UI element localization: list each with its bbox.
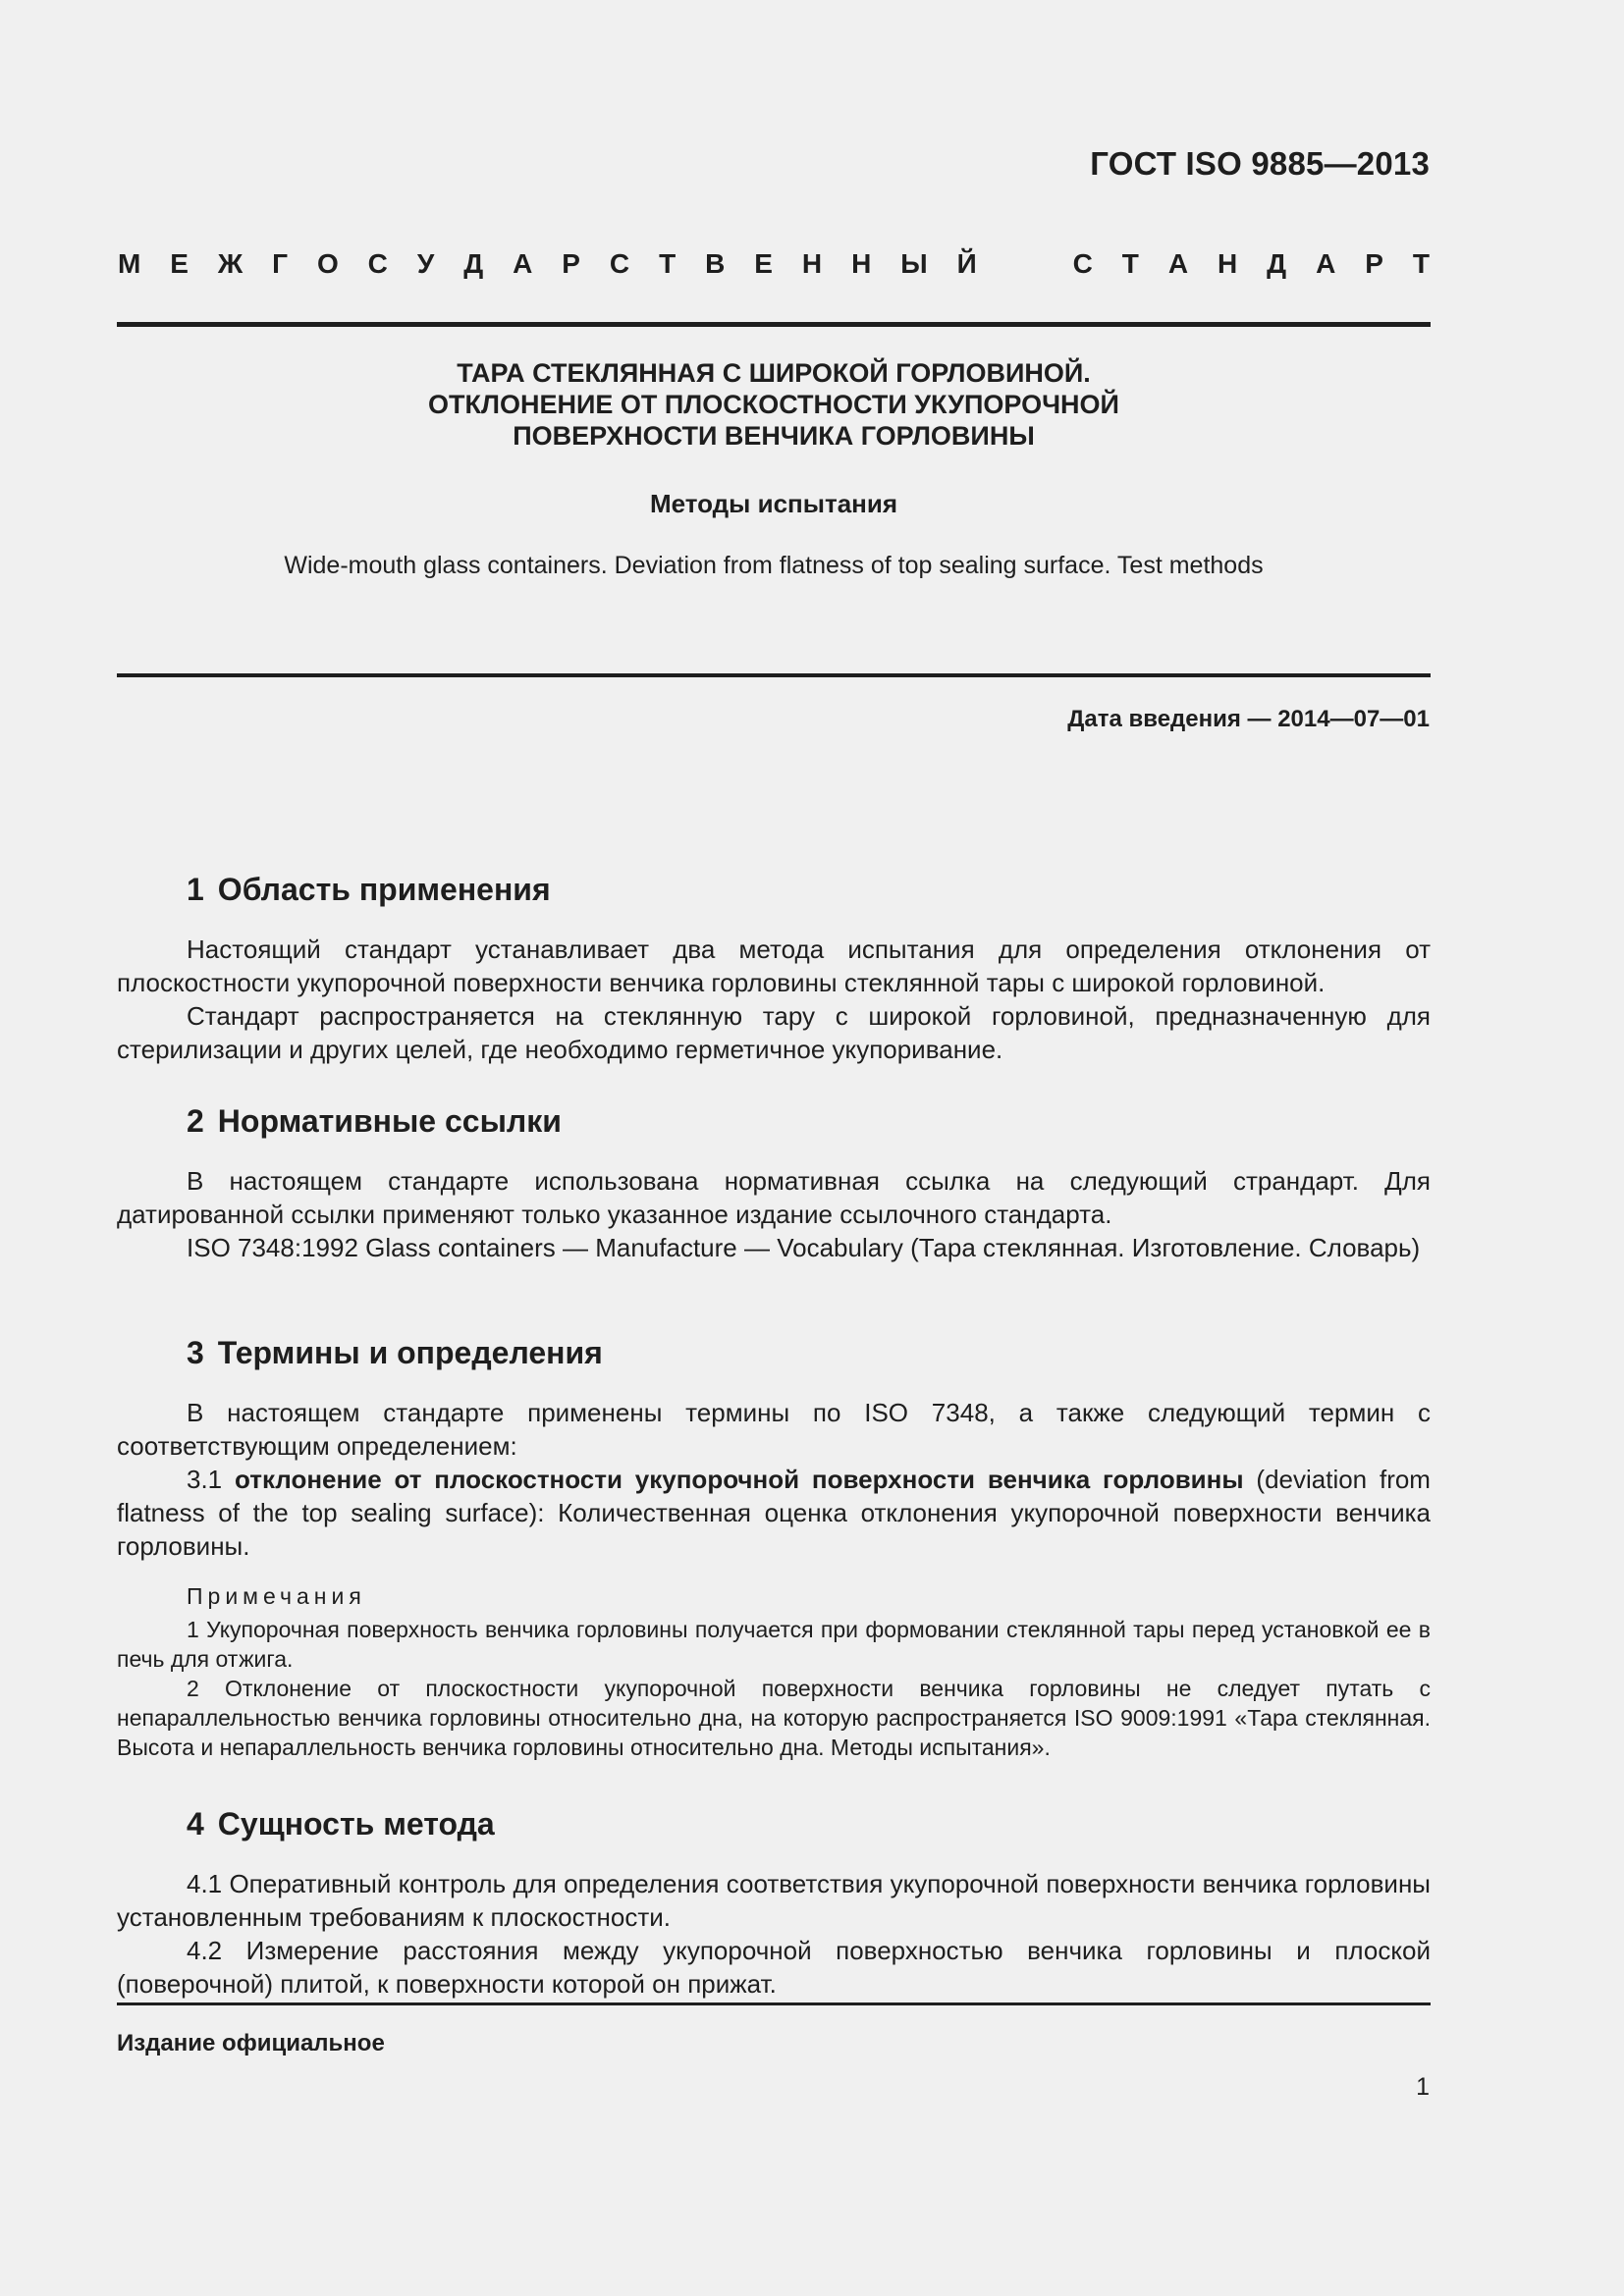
- title-line: ТАРА СТЕКЛЯННАЯ С ШИРОКОЙ ГОРЛОВИНОЙ.: [457, 358, 1091, 388]
- spaced-letter: Й: [956, 248, 977, 279]
- paragraph-text: Стандарт распространяется на стеклянную тару с широкой горловиной, предназначенную для стерилизации и других целей, где необходимо герметичное укупоривание.: [117, 1001, 1431, 1064]
- spaced-letter: Е: [754, 248, 773, 279]
- paragraph: [117, 1231, 1431, 1264]
- paragraph-text: В настоящем стандарте использована нормативная ссылка на следующий страндарт. Для датированной ссылки применяют только указанное издание ссылочного стандарта.: [117, 1166, 1431, 1229]
- spaced-letter: Т: [659, 248, 677, 279]
- top-divider: [117, 322, 1431, 327]
- word-gap: [1006, 247, 1044, 281]
- paragraph-text: В настоящем стандарте применены термины по ISO 7348, а также следующий термин с соответствующим определением:: [117, 1398, 1431, 1461]
- section-title: Термины и определения: [217, 1335, 603, 1370]
- paragraph: [117, 1934, 1431, 2001]
- spaced-letter: Е: [170, 248, 189, 279]
- standard-type-heading: [118, 247, 1430, 281]
- spaced-letter: Д: [1267, 248, 1287, 279]
- paragraph-text: 4.1 Оперативный контроль для определения соответствия укупорочной поверхности венчика горловины установленным требованиям к плоскостности.: [117, 1869, 1431, 1932]
- spaced-letter: Т: [1412, 248, 1430, 279]
- spaced-letter: Ы: [900, 248, 928, 279]
- introduction-date: Дата введения — 2014—07—01: [1067, 706, 1430, 732]
- section-title: Сущность метода: [217, 1806, 495, 1842]
- spaced-letter: С: [367, 248, 388, 279]
- middle-divider: [117, 673, 1431, 677]
- spaced-letter: Д: [463, 248, 484, 279]
- edition-label: Издание официальное: [117, 2030, 385, 2056]
- spaced-letter: Н: [851, 248, 872, 279]
- section-number: 2: [187, 1103, 204, 1139]
- spaced-letter: Ж: [217, 248, 244, 279]
- paragraph: [117, 1396, 1431, 1463]
- spaced-letter: Г: [272, 248, 289, 279]
- note: [117, 1674, 1431, 1762]
- section-heading: [187, 1806, 495, 1842]
- paragraph-text: ISO 7348:1992 Glass containers — Manufacture — Vocabulary (Тара стеклянная. Изготовление. Словарь): [187, 1233, 1421, 1262]
- page-number: 1: [1416, 2073, 1430, 2101]
- paragraph: [117, 933, 1431, 999]
- paragraph-text: 4.2 Измерение расстояния между укупорочной поверхностью венчика горловины и плоской (поверочной) плитой, к поверхности которой он прижат.: [117, 1936, 1431, 1999]
- title-line: ОТКЛОНЕНИЕ ОТ ПЛОСКОСТНОСТИ УКУПОРОЧНОЙ: [428, 390, 1119, 419]
- paragraph: [117, 1164, 1431, 1231]
- section-heading: [187, 1103, 562, 1140]
- document-number: ГОСТ ISO 9885—2013: [1090, 145, 1430, 182]
- section-title: Нормативные ссылки: [217, 1103, 562, 1139]
- title-line: ПОВЕРХНОСТИ ВЕНЧИКА ГОРЛОВИНЫ: [513, 421, 1035, 451]
- spaced-letter: Т: [1121, 248, 1139, 279]
- section-number: 1: [187, 872, 204, 907]
- spaced-letter: У: [416, 248, 435, 279]
- section-heading: [187, 872, 551, 908]
- spaced-letter: А: [513, 248, 533, 279]
- notes-heading: Примечания: [187, 1583, 366, 1609]
- document-subtitle: Методы испытания: [649, 489, 898, 518]
- spaced-letter: Р: [1365, 248, 1383, 279]
- spaced-letter: С: [609, 248, 630, 279]
- section-number: 4: [187, 1806, 204, 1842]
- term-number: 3.1: [187, 1465, 223, 1494]
- section-title: Область применения: [217, 872, 551, 907]
- paragraph-text: Настоящий стандарт устанавливает два метода испытания для определения отклонения от плоскостности укупорочной поверхности венчика горловины стеклянной тары с широкой горловиной.: [117, 934, 1431, 997]
- section-heading: [187, 1335, 603, 1371]
- term-definition: [117, 1463, 1431, 1563]
- spaced-letter: Н: [1218, 248, 1238, 279]
- term-name: отклонение от плоскостности укупорочной поверхности венчика горловины: [234, 1465, 1244, 1494]
- section-number: 3: [187, 1335, 204, 1370]
- term-text: (deviation from flatness of the top sealing surface): Количественная оценка отклонения укупорочной поверхности венчика горловины.: [117, 1465, 1431, 1561]
- document-title: [117, 357, 1431, 452]
- bottom-divider: [117, 2002, 1431, 2005]
- note: [117, 1615, 1431, 1674]
- english-title: Wide-mouth glass containers. Deviation from flatness of top sealing surface. Test methods: [284, 552, 1264, 579]
- spaced-letter: В: [705, 248, 726, 279]
- note-text: 2 Отклонение от плоскостности укупорочной поверхности венчика горловины не следует путать с непараллельностью венчика горловины относительно дна, на которую распространяется ISO 9009:1991 «Тара стеклянная. Высота и непараллельность венчика горловины относительно дна. Методы испытания».: [117, 1676, 1431, 1760]
- note-text: 1 Укупорочная поверхность венчика горловины получается при формовании стеклянной тары перед установкой ее в печь для отжига.: [117, 1617, 1431, 1672]
- paragraph: [117, 1867, 1431, 1934]
- spaced-letter: А: [1167, 248, 1189, 279]
- spaced-letter: Н: [801, 248, 823, 279]
- spaced-letter: С: [1072, 248, 1093, 279]
- spaced-letter: А: [1316, 248, 1336, 279]
- paragraph: [117, 999, 1431, 1066]
- spaced-letter: О: [316, 248, 339, 279]
- spaced-letter: М: [118, 248, 141, 279]
- spaced-letter: Р: [562, 248, 580, 279]
